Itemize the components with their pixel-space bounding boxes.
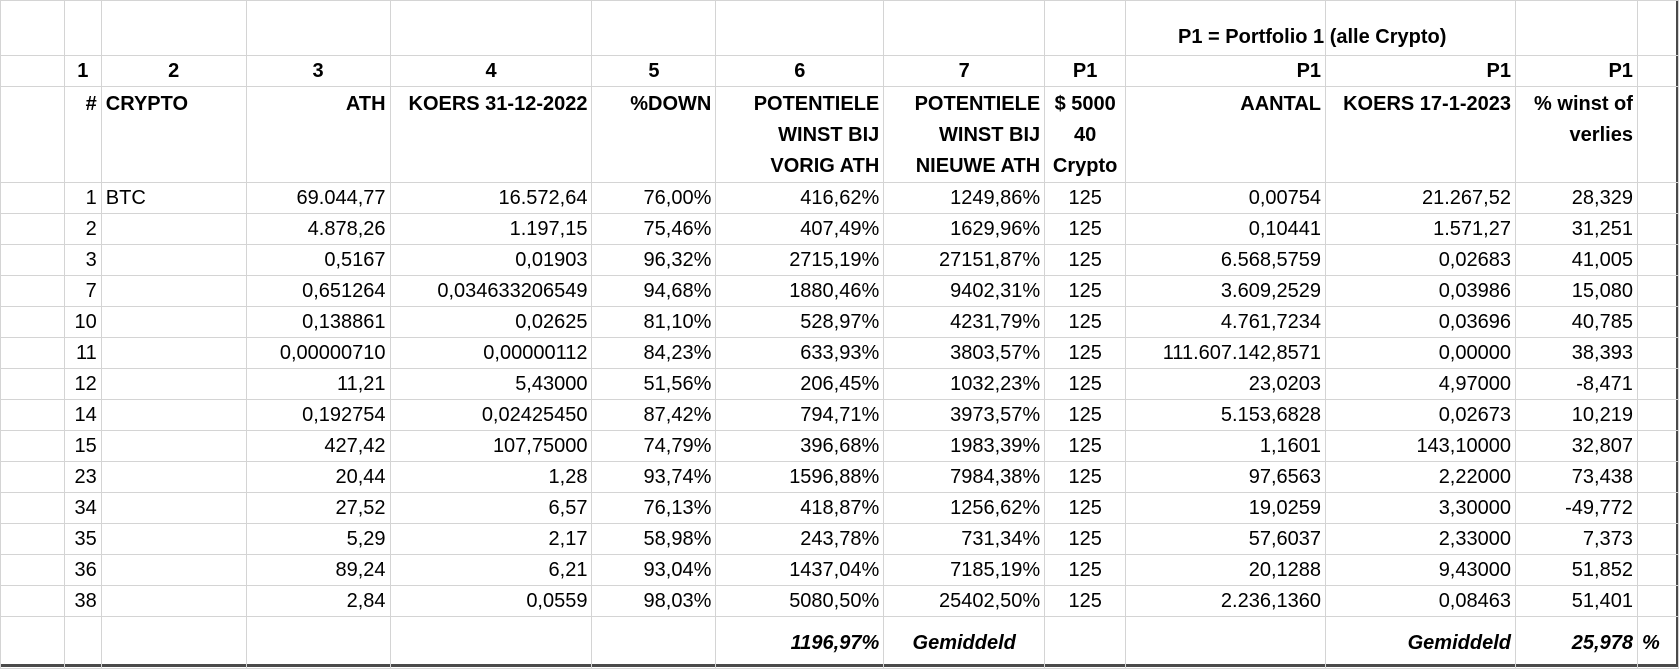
ath-value[interactable]: 5,29 (246, 524, 390, 555)
cell-empty[interactable] (592, 617, 716, 669)
koers-value[interactable]: 16.572,64 (390, 183, 592, 214)
koers-new-value[interactable]: 143,10000 (1326, 431, 1516, 462)
aantal-value[interactable]: 19,0259 (1126, 493, 1326, 524)
pot-nieuw-value[interactable]: 1256,62% (884, 493, 1045, 524)
aantal-value[interactable]: 0,00754 (1126, 183, 1326, 214)
cell-empty[interactable] (1326, 1, 1516, 56)
header-budget-line-3: Crypto (1052, 155, 1118, 177)
row-number[interactable]: 1 (64, 183, 101, 214)
winst-value[interactable]: 51,852 (1515, 555, 1637, 586)
aantal-value[interactable]: 1,1601 (1126, 431, 1326, 462)
down-percent[interactable]: 93,74% (592, 462, 716, 493)
winst-value[interactable]: -49,772 (1515, 493, 1637, 524)
table-row (1, 462, 1679, 493)
header-winst[interactable] (1515, 87, 1637, 183)
cell-empty[interactable] (1, 338, 65, 369)
koers-new-value[interactable]: 0,02673 (1326, 400, 1516, 431)
winst-value[interactable]: 38,393 (1515, 338, 1637, 369)
koers-value[interactable]: 0,034633206549 (390, 276, 592, 307)
cell-empty[interactable] (101, 1, 246, 56)
pot-vorig-value[interactable]: 243,78% (716, 524, 884, 555)
winst-value[interactable]: -8,471 (1515, 369, 1637, 400)
budget-value[interactable]: 125 (1045, 493, 1126, 524)
pot-nieuw-value[interactable]: 1629,96% (884, 214, 1045, 245)
pot-nieuw-value[interactable]: 3803,57% (884, 338, 1045, 369)
cell-empty[interactable] (592, 1, 716, 56)
row-number[interactable]: 38 (64, 586, 101, 617)
winst-value[interactable]: 31,251 (1515, 214, 1637, 245)
crypto-name[interactable] (101, 431, 246, 462)
pot-nieuw-value[interactable]: 27151,87% (884, 245, 1045, 276)
cell-empty[interactable] (1637, 307, 1678, 338)
ath-value[interactable]: 0,651264 (246, 276, 390, 307)
header-budget[interactable] (1045, 87, 1126, 183)
ath-value[interactable]: 0,5167 (246, 245, 390, 276)
cell-empty[interactable] (101, 617, 246, 669)
ath-value[interactable]: 0,192754 (246, 400, 390, 431)
crypto-name[interactable] (101, 524, 246, 555)
cell-empty[interactable] (246, 1, 390, 56)
pot-vorig-value[interactable]: 206,45% (716, 369, 884, 400)
pot-vorig-value[interactable]: 1596,88% (716, 462, 884, 493)
aantal-value[interactable]: 111.607.142,8571 (1126, 338, 1326, 369)
koers-value[interactable]: 0,00000112 (390, 338, 592, 369)
table-row (1, 586, 1679, 617)
aantal-value[interactable]: 97,6563 (1126, 462, 1326, 493)
down-percent[interactable]: 98,03% (592, 586, 716, 617)
pot-nieuw-value[interactable]: 9402,31% (884, 276, 1045, 307)
row-number[interactable]: 15 (64, 431, 101, 462)
cell-empty[interactable] (1637, 400, 1678, 431)
table-row (1, 493, 1679, 524)
winst-value[interactable]: 32,807 (1515, 431, 1637, 462)
percent-sign[interactable]: % (1637, 617, 1678, 669)
crypto-name[interactable] (101, 462, 246, 493)
cell-empty[interactable] (1, 87, 65, 183)
header-budget-line-2: 40 (1074, 124, 1097, 146)
crypto-name[interactable] (101, 400, 246, 431)
cell-empty[interactable] (1637, 493, 1678, 524)
koers-value[interactable]: 0,0559 (390, 586, 592, 617)
column-number-4[interactable]: 4 (390, 56, 592, 87)
down-percent[interactable]: 51,56% (592, 369, 716, 400)
cell-empty[interactable] (64, 1, 101, 56)
down-percent[interactable]: 74,79% (592, 431, 716, 462)
koers-new-value[interactable]: 0,00000 (1326, 338, 1516, 369)
aantal-value[interactable]: 4.761,7234 (1126, 307, 1326, 338)
pot-nieuw-value[interactable]: 4231,79% (884, 307, 1045, 338)
budget-value[interactable]: 125 (1045, 338, 1126, 369)
table-row (1, 214, 1679, 245)
table-row (1, 183, 1679, 214)
table-row (1, 524, 1679, 555)
row-number[interactable]: 14 (64, 400, 101, 431)
row-number[interactable]: 35 (64, 524, 101, 555)
crypto-name[interactable] (101, 245, 246, 276)
cell-empty[interactable] (1515, 1, 1637, 56)
budget-value[interactable]: 125 (1045, 307, 1126, 338)
winst-value[interactable]: 7,373 (1515, 524, 1637, 555)
header-num[interactable]: # (64, 87, 101, 183)
cell-empty[interactable] (390, 617, 592, 669)
crypto-name[interactable] (101, 493, 246, 524)
header-koers[interactable]: KOERS 31-12-2022 (390, 87, 592, 183)
pot-nieuw-value[interactable]: 1032,23% (884, 369, 1045, 400)
pot-vorig-value[interactable]: 794,71% (716, 400, 884, 431)
column-number-1[interactable]: 1 (64, 56, 101, 87)
header-ath[interactable]: ATH (246, 87, 390, 183)
gemiddeld-label[interactable]: Gemiddeld (884, 617, 1045, 669)
pot-nieuw-value[interactable]: 7984,38% (884, 462, 1045, 493)
budget-value[interactable]: 125 (1045, 431, 1126, 462)
cell-empty[interactable] (1637, 1, 1678, 56)
ath-value[interactable]: 27,52 (246, 493, 390, 524)
winst-value[interactable]: 41,005 (1515, 245, 1637, 276)
row-number[interactable]: 36 (64, 555, 101, 586)
pot-vorig-value[interactable]: 396,68% (716, 431, 884, 462)
down-percent[interactable]: 87,42% (592, 400, 716, 431)
crypto-name[interactable] (101, 369, 246, 400)
koers-new-value[interactable]: 21.267,52 (1326, 183, 1516, 214)
row-number[interactable]: 2 (64, 214, 101, 245)
row-number[interactable]: 7 (64, 276, 101, 307)
table-row (1, 369, 1679, 400)
koers-new-value[interactable]: 1.571,27 (1326, 214, 1516, 245)
pot-vorig-value[interactable]: 2715,19% (716, 245, 884, 276)
crypto-name[interactable] (101, 555, 246, 586)
crypto-name[interactable]: BTC (101, 183, 246, 214)
ath-value[interactable]: 20,44 (246, 462, 390, 493)
cell-empty[interactable] (1045, 617, 1126, 669)
ath-value[interactable]: 0,00000710 (246, 338, 390, 369)
cell-empty[interactable] (1, 1, 65, 56)
budget-value[interactable]: 125 (1045, 183, 1126, 214)
row-number[interactable]: 3 (64, 245, 101, 276)
header-pot-nieuw-line-2: WINST BIJ (939, 124, 1041, 146)
table-row (1, 555, 1679, 586)
koers-new-value[interactable]: 0,03986 (1326, 276, 1516, 307)
column-number-2[interactable]: 2 (101, 56, 246, 87)
pot-nieuw-value[interactable]: 1249,86% (884, 183, 1045, 214)
cell-empty[interactable] (1126, 1, 1326, 56)
header-pot-nieuw-line-1: POTENTIELE (914, 93, 1041, 115)
row-number[interactable]: 11 (64, 338, 101, 369)
header-aantal[interactable]: AANTAL (1126, 87, 1326, 183)
cell-empty[interactable] (1, 183, 65, 214)
cell-empty[interactable] (1, 586, 65, 617)
down-percent[interactable]: 81,10% (592, 307, 716, 338)
column-number-p1-winst[interactable]: P1 (1515, 56, 1637, 87)
cell-empty[interactable] (884, 1, 1045, 56)
row-number[interactable]: 12 (64, 369, 101, 400)
cell-empty[interactable] (1, 462, 65, 493)
koers-value[interactable]: 5,43000 (390, 369, 592, 400)
cell-empty[interactable] (1637, 524, 1678, 555)
down-percent[interactable]: 93,04% (592, 555, 716, 586)
aantal-value[interactable]: 5.153,6828 (1126, 400, 1326, 431)
column-number-p1-budget[interactable]: P1 (1045, 56, 1126, 87)
crypto-name[interactable] (101, 214, 246, 245)
budget-value[interactable]: 125 (1045, 462, 1126, 493)
koers-value[interactable]: 107,75000 (390, 431, 592, 462)
pot-vorig-value[interactable]: 418,87% (716, 493, 884, 524)
aantal-value[interactable]: 23,0203 (1126, 369, 1326, 400)
gemiddeld-label[interactable]: Gemiddeld (1326, 617, 1516, 669)
koers-value[interactable]: 6,21 (390, 555, 592, 586)
down-percent[interactable]: 96,32% (592, 245, 716, 276)
koers-new-value[interactable]: 9,43000 (1326, 555, 1516, 586)
cell-empty[interactable] (1, 369, 65, 400)
aantal-value[interactable]: 20,1288 (1126, 555, 1326, 586)
koers-new-value[interactable]: 0,02683 (1326, 245, 1516, 276)
pot-nieuw-value[interactable]: 731,34% (884, 524, 1045, 555)
ath-value[interactable]: 89,24 (246, 555, 390, 586)
koers-new-value[interactable]: 2,22000 (1326, 462, 1516, 493)
pot-vorig-value[interactable]: 1437,04% (716, 555, 884, 586)
portfolio-title: P1 = Portfolio 1 (alle Crypto) (1178, 26, 1447, 48)
cell-empty[interactable] (1, 307, 65, 338)
average-winst[interactable]: 25,978 (1515, 617, 1637, 669)
cell-empty[interactable] (1637, 87, 1678, 183)
column-number-3[interactable]: 3 (246, 56, 390, 87)
header-koers-new[interactable]: KOERS 17-1-2023 (1326, 87, 1516, 183)
column-number-p1-koers[interactable]: P1 (1326, 56, 1516, 87)
cell-empty[interactable] (64, 617, 101, 669)
header-budget-line-1: $ 5000 (1054, 93, 1116, 115)
down-percent[interactable]: 75,46% (592, 214, 716, 245)
header-pot-nieuw-line-3: NIEUWE ATH (915, 155, 1041, 177)
cell-empty[interactable] (1, 214, 65, 245)
down-percent[interactable]: 76,13% (592, 493, 716, 524)
koers-value[interactable]: 1.197,15 (390, 214, 592, 245)
down-percent[interactable]: 58,98% (592, 524, 716, 555)
row-number[interactable]: 34 (64, 493, 101, 524)
budget-value[interactable]: 125 (1045, 400, 1126, 431)
budget-value[interactable]: 125 (1045, 245, 1126, 276)
column-number-6[interactable]: 6 (716, 56, 884, 87)
header-pot-vorig-line-2: WINST BIJ (778, 124, 880, 146)
koers-value[interactable]: 1,28 (390, 462, 592, 493)
table-row (1, 338, 1679, 369)
table-row (1, 307, 1679, 338)
pot-vorig-value[interactable]: 407,49% (716, 214, 884, 245)
cell-empty[interactable] (1045, 1, 1126, 56)
winst-value[interactable]: 40,785 (1515, 307, 1637, 338)
pot-vorig-value[interactable]: 633,93% (716, 338, 884, 369)
budget-value[interactable]: 125 (1045, 524, 1126, 555)
aantal-value[interactable]: 0,10441 (1126, 214, 1326, 245)
down-percent[interactable]: 84,23% (592, 338, 716, 369)
koers-value[interactable]: 0,02625 (390, 307, 592, 338)
aantal-value[interactable]: 6.568,5759 (1126, 245, 1326, 276)
budget-value[interactable]: 125 (1045, 276, 1126, 307)
table-row (1, 245, 1679, 276)
ath-value[interactable]: 69.044,77 (246, 183, 390, 214)
cell-empty[interactable] (1126, 617, 1326, 669)
cell-empty[interactable] (1637, 586, 1678, 617)
koers-value[interactable]: 0,01903 (390, 245, 592, 276)
cell-empty[interactable] (1, 617, 65, 669)
pot-vorig-value[interactable]: 1880,46% (716, 276, 884, 307)
ath-value[interactable]: 2,84 (246, 586, 390, 617)
cell-empty[interactable] (1637, 369, 1678, 400)
cell-empty[interactable] (1637, 338, 1678, 369)
table-row (1, 431, 1679, 462)
down-percent[interactable]: 76,00% (592, 183, 716, 214)
header-pot-vorig-line-1: POTENTIELE (753, 93, 880, 115)
koers-new-value[interactable]: 0,08463 (1326, 586, 1516, 617)
winst-value[interactable]: 10,219 (1515, 400, 1637, 431)
header-winst-line-1: % winst of (1534, 93, 1633, 115)
budget-value[interactable]: 125 (1045, 369, 1126, 400)
cell-empty[interactable] (1637, 56, 1678, 87)
cell-empty[interactable] (1637, 431, 1678, 462)
cell-empty[interactable] (1637, 462, 1678, 493)
cell-empty[interactable] (1637, 276, 1678, 307)
pot-vorig-value[interactable]: 528,97% (716, 307, 884, 338)
cell-empty[interactable] (1, 245, 65, 276)
cell-empty[interactable] (1, 493, 65, 524)
cell-empty[interactable] (1637, 245, 1678, 276)
column-number-5[interactable]: 5 (592, 56, 716, 87)
winst-value[interactable]: 51,401 (1515, 586, 1637, 617)
column-number-p1-aantal[interactable]: P1 (1126, 56, 1326, 87)
header-pot-vorig[interactable] (716, 87, 884, 183)
koers-new-value[interactable]: 0,03696 (1326, 307, 1516, 338)
row-number[interactable]: 10 (64, 307, 101, 338)
koers-value[interactable]: 2,17 (390, 524, 592, 555)
koers-new-value[interactable]: 3,30000 (1326, 493, 1516, 524)
table-row (1, 400, 1679, 431)
header-down[interactable]: %DOWN (592, 87, 716, 183)
cell-empty[interactable] (1637, 555, 1678, 586)
pot-nieuw-value[interactable]: 1983,39% (884, 431, 1045, 462)
pot-nieuw-value[interactable]: 3973,57% (884, 400, 1045, 431)
crypto-name[interactable] (101, 307, 246, 338)
koers-new-value[interactable]: 4,97000 (1326, 369, 1516, 400)
pot-nieuw-value[interactable]: 7185,19% (884, 555, 1045, 586)
column-number-7[interactable]: 7 (884, 56, 1045, 87)
budget-value[interactable]: 125 (1045, 555, 1126, 586)
aantal-value[interactable]: 57,6037 (1126, 524, 1326, 555)
aantal-value[interactable]: 3.609,2529 (1126, 276, 1326, 307)
cell-empty[interactable] (1637, 214, 1678, 245)
ath-value[interactable]: 4.878,26 (246, 214, 390, 245)
winst-value[interactable]: 28,329 (1515, 183, 1637, 214)
koers-value[interactable]: 0,02425450 (390, 400, 592, 431)
winst-value[interactable]: 73,438 (1515, 462, 1637, 493)
ath-value[interactable]: 11,21 (246, 369, 390, 400)
header-crypto[interactable]: CRYPTO (101, 87, 246, 183)
crypto-name[interactable] (101, 276, 246, 307)
footer-row (1, 617, 1679, 669)
cell-empty[interactable] (1637, 183, 1678, 214)
down-percent[interactable]: 94,68% (592, 276, 716, 307)
cell-empty[interactable] (390, 1, 592, 56)
pot-nieuw-value[interactable]: 25402,50% (884, 586, 1045, 617)
ath-value[interactable]: 427,42 (246, 431, 390, 462)
cell-empty[interactable] (246, 617, 390, 669)
koers-new-value[interactable]: 2,33000 (1326, 524, 1516, 555)
row-number[interactable]: 23 (64, 462, 101, 493)
header-pot-vorig-line-3: VORIG ATH (770, 155, 880, 177)
pot-vorig-value[interactable]: 5080,50% (716, 586, 884, 617)
budget-value[interactable]: 125 (1045, 586, 1126, 617)
cell-empty[interactable] (1, 431, 65, 462)
header-pot-nieuw[interactable] (884, 87, 1045, 183)
cell-empty[interactable] (1, 524, 65, 555)
cell-empty[interactable] (716, 1, 884, 56)
cell-empty[interactable] (1, 276, 65, 307)
budget-value[interactable]: 125 (1045, 214, 1126, 245)
table-row (1, 276, 1679, 307)
winst-value[interactable]: 15,080 (1515, 276, 1637, 307)
average-pot-vorig[interactable]: 1196,97% (716, 617, 884, 669)
crypto-name[interactable] (101, 586, 246, 617)
cell-empty[interactable] (1, 400, 65, 431)
crypto-name[interactable] (101, 338, 246, 369)
header-winst-line-2: verlies (1569, 124, 1633, 146)
pot-vorig-value[interactable]: 416,62% (716, 183, 884, 214)
ath-value[interactable]: 0,138861 (246, 307, 390, 338)
cell-empty[interactable] (1, 555, 65, 586)
koers-value[interactable]: 6,57 (390, 493, 592, 524)
cell-empty[interactable] (1, 56, 65, 87)
aantal-value[interactable]: 2.236,1360 (1126, 586, 1326, 617)
